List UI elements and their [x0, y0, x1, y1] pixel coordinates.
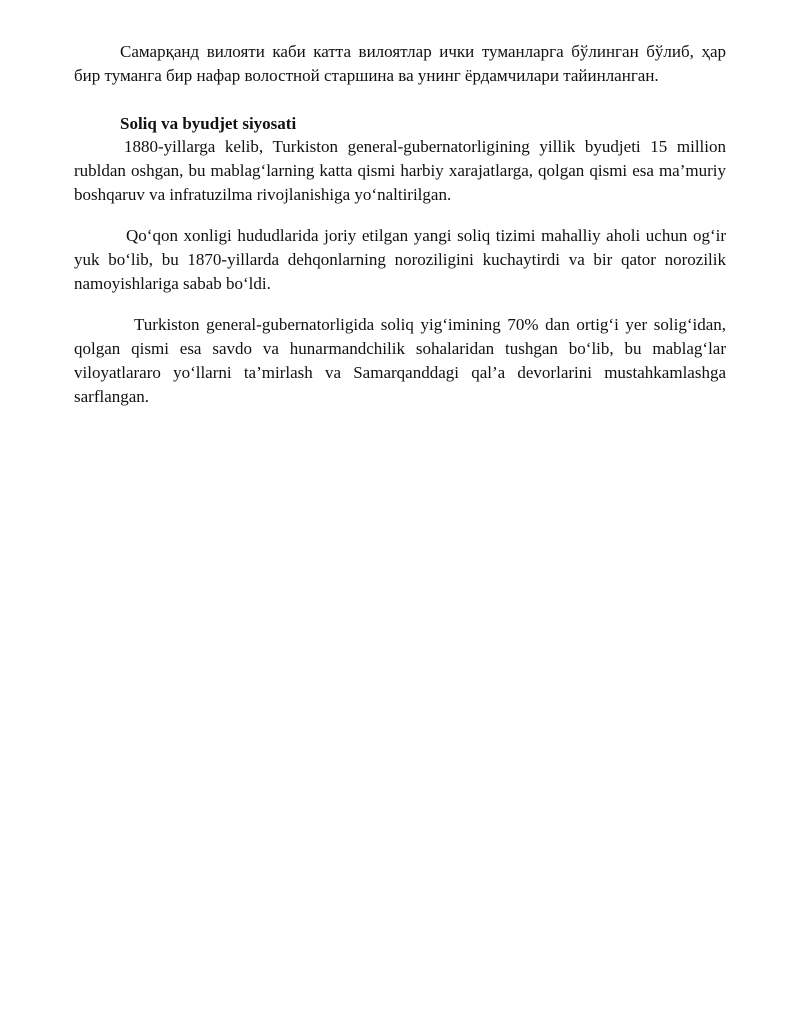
paragraph-tax-revenue: Turkiston general-gubernatorligida soliq yig‘imining 70% dan ortig‘i yer solig‘idan, qolgan qismi esa savdo va hunarmandchilik sohalaridan tushgan bo‘lib, bu mablag‘lar viloyatlararo yo‘llarni ta’mirlash va Samarqanddagi qal’a devorlarini mustahkamlashga sarflangan. [74, 315, 726, 406]
section-heading: Soliq va byudjet siyosati [120, 114, 297, 133]
paragraph-budget: 1880-yillarga kelib, Turkiston general-gubernatorligining yillik byudjeti 15 million rubldan oshgan, bu mablag‘larning katta qismi harbiy xarajatlarga, qolgan qismi esa ma’muriy boshqaruv va infratuzilma rivojlanishiga yo‘naltirilgan. [74, 137, 726, 204]
paragraph-tax-system: Qo‘qon xonligi hududlarida joriy etilgan yangi soliq tizimi mahalliy aholi uchun og‘ir yuk bo‘lib, bu 1870-yillarda dehqonlarning noroziligini kuchaytirdi va bir qator norozilik namoyishlariga sabab bo‘ldi. [74, 226, 726, 293]
paragraph-administration: Самарқанд вилояти каби катта вилоятлар ички туманларга бўлинган бўлиб, ҳар бир туманга бир нафар волостной старшина ва унинг ёрдамчилари тайинланган. [74, 42, 726, 85]
document-page [74, 40, 726, 409]
